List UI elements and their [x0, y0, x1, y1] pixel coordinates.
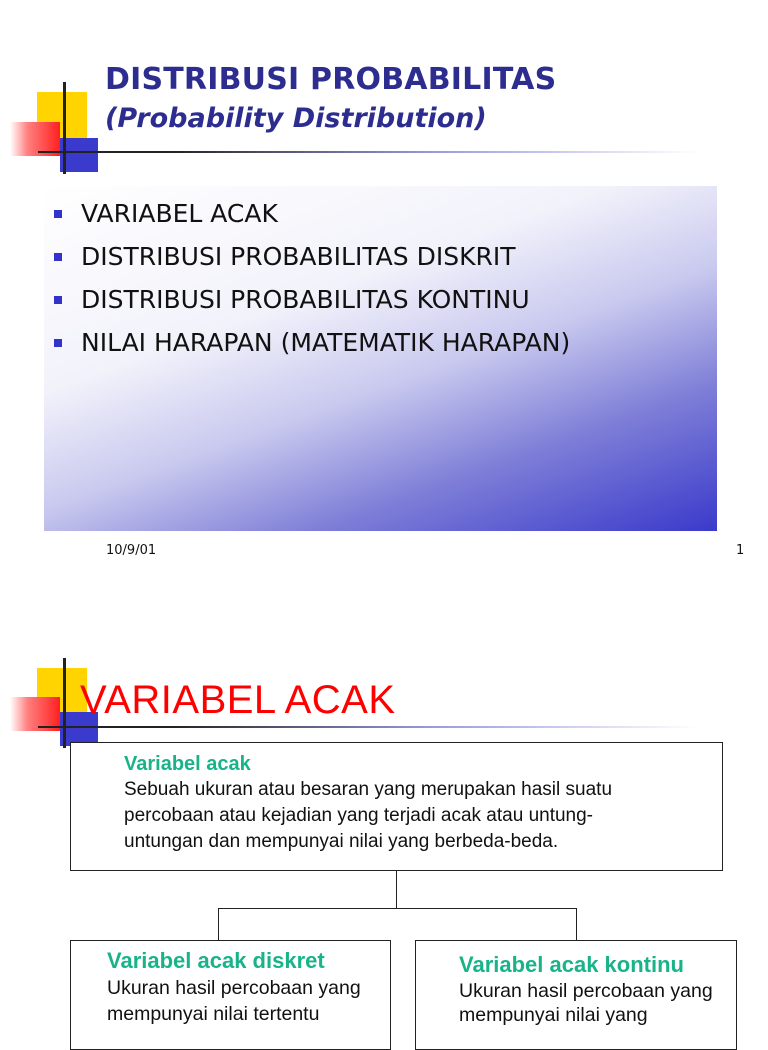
- connector-line: [576, 908, 577, 940]
- bullet-text: NILAI HARAPAN (MATEMATIK HARAPAN): [81, 328, 571, 357]
- slide-2: [0, 640, 768, 1024]
- discrete-line: mempunyai nilai tertentu: [107, 1003, 320, 1025]
- square-bullet-icon: [54, 210, 62, 218]
- footer-date: 10/9/01: [106, 543, 157, 558]
- continuous-line: mempunyai nilai yang: [459, 1004, 648, 1026]
- definition-box: [70, 742, 723, 871]
- bullet-item: [44, 235, 570, 278]
- discrete-box: [70, 940, 391, 1050]
- bullet-text: VARIABEL ACAK: [81, 199, 278, 228]
- bullet-item: [44, 321, 570, 364]
- connector-line: [396, 871, 397, 908]
- slide-subtitle: (Probability Distribution): [105, 103, 487, 134]
- slide-title: VARIABEL ACAK: [80, 678, 396, 722]
- continuous-heading: Variabel acak kontinu: [459, 952, 684, 977]
- definition-line: Sebuah ukuran atau besaran yang merupakan hasil suatu: [124, 779, 613, 800]
- discrete-heading: Variabel acak diskret: [107, 948, 325, 973]
- square-bullet-icon: [54, 253, 62, 261]
- bullet-item: [44, 192, 570, 235]
- connector-line: [218, 908, 219, 940]
- square-bullet-icon: [54, 296, 62, 304]
- definition-heading: Variabel acak: [124, 753, 251, 775]
- bullet-item: [44, 278, 570, 321]
- bullet-text: DISTRIBUSI PROBABILITAS KONTINU: [81, 285, 530, 314]
- page-number: 1: [736, 543, 745, 558]
- definition-line: untungan dan mempunyai nilai yang berbeda-beda.: [124, 831, 559, 852]
- connector-line: [218, 908, 577, 909]
- bullet-list: [44, 192, 570, 364]
- slide-title: DISTRIBUSI PROBABILITAS: [105, 62, 557, 97]
- square-bullet-icon: [54, 339, 62, 347]
- content-panel: [44, 186, 717, 531]
- definition-line: percobaan atau kejadian yang terjadi acak atau untung-: [124, 805, 594, 826]
- discrete-line: Ukuran hasil percobaan yang: [107, 977, 361, 999]
- continuous-box: [415, 940, 737, 1050]
- bullet-text: DISTRIBUSI PROBABILITAS DISKRIT: [81, 242, 516, 271]
- continuous-line: Ukuran hasil percobaan yang: [459, 980, 713, 1002]
